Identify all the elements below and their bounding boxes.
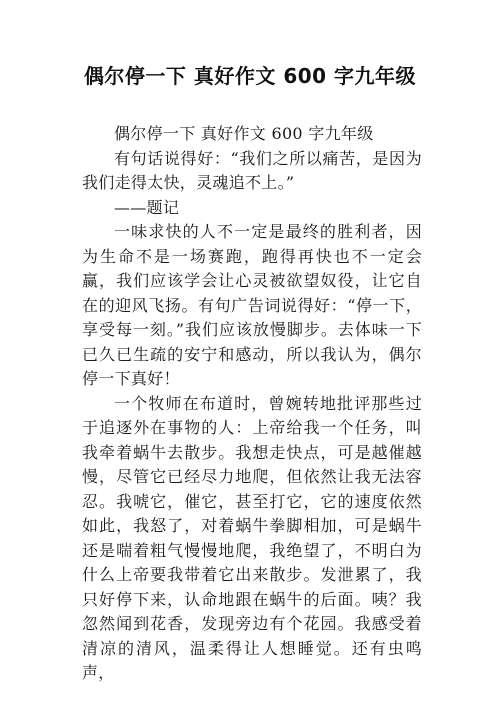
paragraph-argument: 一味求快的人不一定是最终的胜利者，因为生命不是一场赛跑，跑得再快也不一定会赢，我们应该学会让心灵被欲望奴役，让它自在的迎风飞扬。有句广告词说得好：“停一下，享受每一刻。”我们应该放慢脚步。去体味一下已久已生疏的安宁和感动，所以我认为，偶尔停一下真好！: [82, 222, 422, 388]
paragraph-quote: 有句话说得好：“我们之所以痛苦，是因为我们走得太快，灵魂追不上。”: [82, 148, 422, 192]
document-body: [82, 122, 422, 686]
document-title: 偶尔停一下 真好作文 600 字九年级: [83, 64, 417, 88]
paragraph-heading-repeat: 偶尔停一下 真好作文 600 字九年级: [114, 124, 374, 143]
paragraph-story: 一个牧师在布道时，曾婉转地批评那些过于追逐外在事物的人：上帝给我一个任务，叫我牵着蜗牛去散步。我想走快点，可是越催越慢，尽管它已经尽力地爬，但依然让我无法容忍。我唬它，催它，甚至打它，它的速度依然如此，我怒了，对着蜗牛拳脚相加，可是蜗牛还是喘着粗气慢慢地爬，我绝望了，不明白为什么上帝要我带着它出来散步。发泄累了，我只好停下来，认命地跟在蜗牛的后面。咦？我忽然闻到花香，发现旁边有个花园。我感受着清凉的清风，温柔得让人想睡觉。还有虫鸣声，: [82, 393, 422, 682]
paragraph-epigraph-label: ——题记: [114, 197, 180, 217]
